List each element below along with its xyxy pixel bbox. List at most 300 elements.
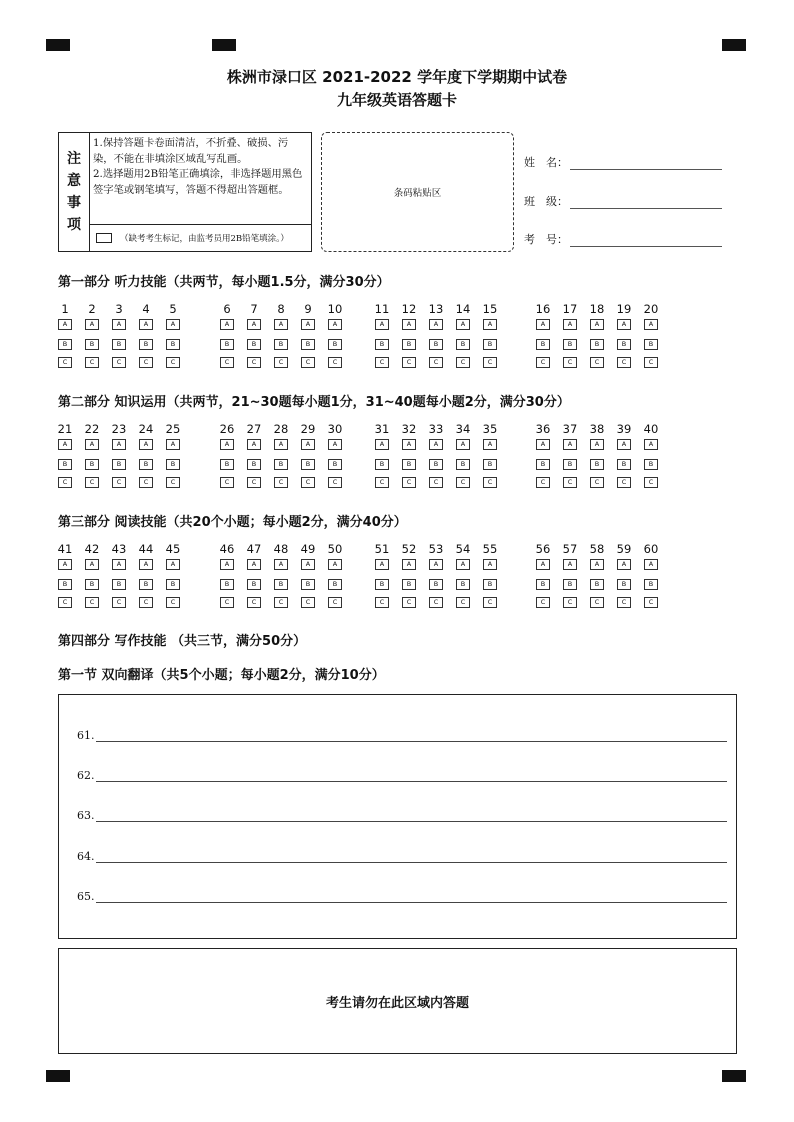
question-number: 29 bbox=[300, 422, 316, 436]
option-c-bubble[interactable]: C bbox=[301, 477, 315, 488]
option-a-bubble[interactable]: A bbox=[112, 319, 126, 330]
option-a-bubble[interactable]: A bbox=[166, 559, 180, 570]
question-number: 53 bbox=[428, 542, 444, 556]
option-b-bubble[interactable]: B bbox=[483, 339, 497, 350]
question-50 bbox=[324, 542, 346, 606]
question-number: 44 bbox=[138, 542, 154, 556]
option-b-bubble[interactable]: B bbox=[328, 579, 342, 590]
option-a-bubble[interactable]: A bbox=[536, 559, 550, 570]
question-38 bbox=[586, 422, 608, 486]
section-part3: 第三部分 阅读技能（共20个小题；每小题2分，满分40分） bbox=[58, 515, 407, 530]
option-b-bubble[interactable]: B bbox=[536, 459, 550, 470]
question-number: 48 bbox=[273, 542, 289, 556]
option-a-bubble[interactable]: A bbox=[328, 319, 342, 330]
question-22 bbox=[81, 422, 103, 486]
option-c-bubble[interactable]: C bbox=[402, 597, 416, 608]
barcode-label: 条码粘贴区 bbox=[393, 188, 442, 199]
question-number: 35 bbox=[482, 422, 498, 436]
question-number: 16 bbox=[535, 302, 551, 316]
option-b-bubble[interactable]: B bbox=[644, 459, 658, 470]
option-a-bubble[interactable]: A bbox=[644, 559, 658, 570]
option-a-bubble[interactable]: A bbox=[274, 559, 288, 570]
option-c-bubble[interactable]: C bbox=[429, 597, 443, 608]
question-19 bbox=[613, 302, 635, 366]
option-c-bubble[interactable]: C bbox=[456, 357, 470, 368]
question-52 bbox=[398, 542, 420, 606]
question-number: 37 bbox=[562, 422, 578, 436]
option-b-bubble[interactable]: B bbox=[166, 579, 180, 590]
option-a-bubble[interactable]: A bbox=[58, 559, 72, 570]
option-b-bubble[interactable]: B bbox=[375, 579, 389, 590]
student-id-row bbox=[524, 231, 722, 247]
option-c-bubble[interactable]: C bbox=[617, 597, 631, 608]
option-c-bubble[interactable]: C bbox=[85, 357, 99, 368]
option-c-bubble[interactable]: C bbox=[301, 597, 315, 608]
question-15 bbox=[479, 302, 501, 366]
question-12 bbox=[398, 302, 420, 366]
option-c-bubble[interactable]: C bbox=[617, 477, 631, 488]
option-c-bubble[interactable]: C bbox=[247, 357, 261, 368]
question-number: 18 bbox=[589, 302, 605, 316]
option-b-bubble[interactable]: B bbox=[536, 579, 550, 590]
option-b-bubble[interactable]: B bbox=[58, 339, 72, 350]
question-number: 5 bbox=[169, 302, 177, 316]
notice-item-2: 2.选择题用2B铅笔正确填涂，非选择题用黑色签字笔或钢笔填写，答题不得超出答题框。 bbox=[93, 168, 303, 196]
question-number: 28 bbox=[273, 422, 289, 436]
option-b-bubble[interactable]: B bbox=[402, 339, 416, 350]
alignment-mark-bottom-left bbox=[46, 1070, 70, 1082]
option-c-bubble[interactable]: C bbox=[536, 477, 550, 488]
question-36 bbox=[532, 422, 554, 486]
option-b-bubble[interactable]: B bbox=[220, 339, 234, 350]
question-number: 58 bbox=[589, 542, 605, 556]
question-43 bbox=[108, 542, 130, 606]
option-a-bubble[interactable]: A bbox=[402, 439, 416, 450]
option-a-bubble[interactable]: A bbox=[85, 439, 99, 450]
option-b-bubble[interactable]: B bbox=[456, 579, 470, 590]
question-number: 14 bbox=[455, 302, 471, 316]
option-a-bubble[interactable]: A bbox=[375, 319, 389, 330]
option-a-bubble[interactable]: A bbox=[220, 439, 234, 450]
option-a-bubble[interactable]: A bbox=[617, 559, 631, 570]
option-c-bubble[interactable]: C bbox=[590, 597, 604, 608]
option-a-bubble[interactable]: A bbox=[58, 439, 72, 450]
option-a-bubble[interactable]: A bbox=[456, 439, 470, 450]
option-a-bubble[interactable]: A bbox=[112, 559, 126, 570]
option-b-bubble[interactable]: B bbox=[274, 339, 288, 350]
option-b-bubble[interactable]: B bbox=[563, 459, 577, 470]
question-number: 30 bbox=[327, 422, 343, 436]
question-3 bbox=[108, 302, 130, 366]
option-c-bubble[interactable]: C bbox=[483, 477, 497, 488]
option-b-bubble[interactable]: B bbox=[590, 579, 604, 590]
class-field[interactable] bbox=[570, 198, 722, 209]
option-a-bubble[interactable]: A bbox=[301, 559, 315, 570]
option-a-bubble[interactable]: A bbox=[274, 439, 288, 450]
option-c-bubble[interactable]: C bbox=[220, 477, 234, 488]
barcode-area bbox=[321, 132, 514, 252]
option-c-bubble[interactable]: C bbox=[375, 597, 389, 608]
question-53 bbox=[425, 542, 447, 606]
option-a-bubble[interactable]: A bbox=[563, 559, 577, 570]
option-b-bubble[interactable]: B bbox=[328, 339, 342, 350]
option-b-bubble[interactable]: B bbox=[112, 579, 126, 590]
option-b-bubble[interactable]: B bbox=[617, 339, 631, 350]
question-number: 20 bbox=[643, 302, 659, 316]
question-number: 4 bbox=[142, 302, 150, 316]
question-number: 40 bbox=[643, 422, 659, 436]
option-c-bubble[interactable]: C bbox=[274, 477, 288, 488]
option-a-bubble[interactable]: A bbox=[375, 439, 389, 450]
question-34 bbox=[452, 422, 474, 486]
option-b-bubble[interactable]: B bbox=[536, 339, 550, 350]
option-a-bubble[interactable]: A bbox=[166, 439, 180, 450]
question-25 bbox=[162, 422, 184, 486]
option-c-bubble[interactable]: C bbox=[139, 357, 153, 368]
question-number: 41 bbox=[57, 542, 73, 556]
option-b-bubble[interactable]: B bbox=[644, 339, 658, 350]
option-c-bubble[interactable]: C bbox=[375, 477, 389, 488]
option-a-bubble[interactable]: A bbox=[166, 319, 180, 330]
option-b-bubble[interactable]: B bbox=[247, 459, 261, 470]
exam-title: 株洲市渌口区 2021-2022 学年度下学期期中试卷 bbox=[226, 68, 568, 86]
alignment-mark-top-left bbox=[46, 39, 70, 51]
option-b-bubble[interactable]: B bbox=[220, 579, 234, 590]
option-a-bubble[interactable]: A bbox=[328, 559, 342, 570]
name-field[interactable] bbox=[570, 159, 722, 170]
option-c-bubble[interactable]: C bbox=[166, 597, 180, 608]
option-c-bubble[interactable]: C bbox=[456, 477, 470, 488]
question-60 bbox=[640, 542, 662, 606]
question-58 bbox=[586, 542, 608, 606]
option-b-bubble[interactable]: B bbox=[402, 579, 416, 590]
translation-answer-box bbox=[58, 694, 737, 939]
option-c-bubble[interactable]: C bbox=[590, 477, 604, 488]
question-26 bbox=[216, 422, 238, 486]
option-c-bubble[interactable]: C bbox=[429, 357, 443, 368]
option-a-bubble[interactable]: A bbox=[617, 439, 631, 450]
option-b-bubble[interactable]: B bbox=[375, 339, 389, 350]
option-c-bubble[interactable]: C bbox=[644, 477, 658, 488]
option-b-bubble[interactable]: B bbox=[429, 339, 443, 350]
option-a-bubble[interactable]: A bbox=[301, 439, 315, 450]
option-b-bubble[interactable]: B bbox=[301, 579, 315, 590]
exam-number-field[interactable] bbox=[570, 236, 722, 247]
option-c-bubble[interactable]: C bbox=[247, 597, 261, 608]
option-b-bubble[interactable]: B bbox=[274, 459, 288, 470]
question-59 bbox=[613, 542, 635, 606]
translation-line-64[interactable]: 64. bbox=[77, 850, 727, 863]
question-13 bbox=[425, 302, 447, 366]
question-51 bbox=[371, 542, 393, 606]
question-32 bbox=[398, 422, 420, 486]
option-a-bubble[interactable]: A bbox=[563, 439, 577, 450]
question-57 bbox=[559, 542, 581, 606]
option-c-bubble[interactable]: C bbox=[536, 597, 550, 608]
question-47 bbox=[243, 542, 265, 606]
absent-checkbox[interactable] bbox=[96, 233, 112, 243]
option-a-bubble[interactable]: A bbox=[220, 319, 234, 330]
option-a-bubble[interactable]: A bbox=[429, 559, 443, 570]
question-16 bbox=[532, 302, 554, 366]
question-number: 26 bbox=[219, 422, 235, 436]
option-c-bubble[interactable]: C bbox=[274, 357, 288, 368]
option-c-bubble[interactable]: C bbox=[456, 597, 470, 608]
question-number: 39 bbox=[616, 422, 632, 436]
question-56 bbox=[532, 542, 554, 606]
option-b-bubble[interactable]: B bbox=[429, 459, 443, 470]
translation-line-62[interactable]: 62. bbox=[77, 769, 727, 782]
option-b-bubble[interactable]: B bbox=[166, 339, 180, 350]
option-c-bubble[interactable]: C bbox=[112, 477, 126, 488]
option-b-bubble[interactable]: B bbox=[301, 339, 315, 350]
class-label: 班 级： bbox=[524, 195, 568, 208]
option-a-bubble[interactable]: A bbox=[139, 559, 153, 570]
question-number: 56 bbox=[535, 542, 551, 556]
option-c-bubble[interactable]: C bbox=[563, 357, 577, 368]
option-a-bubble[interactable]: A bbox=[429, 439, 443, 450]
option-c-bubble[interactable]: C bbox=[328, 477, 342, 488]
question-number: 57 bbox=[562, 542, 578, 556]
option-b-bubble[interactable]: B bbox=[58, 459, 72, 470]
option-b-bubble[interactable]: B bbox=[166, 459, 180, 470]
option-a-bubble[interactable]: A bbox=[139, 439, 153, 450]
notice-item-1: 1.保持答题卡卷面清洁，不折叠、破损、污染，不能在非填涂区域乱写乱画。 bbox=[93, 137, 289, 165]
no-answer-zone-label: 考生请勿在此区域内答题 bbox=[325, 995, 469, 1011]
option-c-bubble[interactable]: C bbox=[590, 357, 604, 368]
option-c-bubble[interactable]: C bbox=[139, 477, 153, 488]
option-c-bubble[interactable]: C bbox=[644, 597, 658, 608]
option-b-bubble[interactable]: B bbox=[247, 579, 261, 590]
option-c-bubble[interactable]: C bbox=[563, 597, 577, 608]
translation-line-63[interactable]: 63. bbox=[77, 809, 727, 822]
question-number: 24 bbox=[138, 422, 154, 436]
option-c-bubble[interactable]: C bbox=[112, 357, 126, 368]
option-a-bubble[interactable]: A bbox=[402, 559, 416, 570]
absent-note: （缺考考生标记，由监考员用2B铅笔填涂。） bbox=[120, 233, 289, 244]
option-a-bubble[interactable]: A bbox=[536, 439, 550, 450]
option-c-bubble[interactable]: C bbox=[375, 357, 389, 368]
option-b-bubble[interactable]: B bbox=[85, 579, 99, 590]
option-b-bubble[interactable]: B bbox=[563, 579, 577, 590]
option-a-bubble[interactable]: A bbox=[617, 319, 631, 330]
question-1 bbox=[54, 302, 76, 366]
option-a-bubble[interactable]: A bbox=[590, 319, 604, 330]
question-27 bbox=[243, 422, 265, 486]
option-a-bubble[interactable]: A bbox=[429, 319, 443, 330]
exam-number-label: 考 号： bbox=[524, 233, 568, 246]
question-number: 43 bbox=[111, 542, 127, 556]
question-number: 25 bbox=[165, 422, 181, 436]
option-b-bubble[interactable]: B bbox=[247, 339, 261, 350]
option-a-bubble[interactable]: A bbox=[85, 559, 99, 570]
section-part1: 第一部分 听力技能（共两节，每小题1.5分，满分30分） bbox=[58, 275, 390, 290]
question-number: 59 bbox=[616, 542, 632, 556]
translation-line-61[interactable]: 61. bbox=[77, 729, 727, 742]
option-b-bubble[interactable]: B bbox=[112, 339, 126, 350]
option-a-bubble[interactable]: A bbox=[328, 439, 342, 450]
option-a-bubble[interactable]: A bbox=[590, 439, 604, 450]
option-b-bubble[interactable]: B bbox=[112, 459, 126, 470]
question-23 bbox=[108, 422, 130, 486]
option-c-bubble[interactable]: C bbox=[402, 357, 416, 368]
option-b-bubble[interactable]: B bbox=[483, 459, 497, 470]
notice-label: 注 意 事 项 bbox=[59, 133, 90, 251]
option-c-bubble[interactable]: C bbox=[301, 357, 315, 368]
option-b-bubble[interactable]: B bbox=[429, 579, 443, 590]
option-c-bubble[interactable]: C bbox=[274, 597, 288, 608]
question-55 bbox=[479, 542, 501, 606]
option-b-bubble[interactable]: B bbox=[139, 459, 153, 470]
alignment-mark-top-right bbox=[722, 39, 746, 51]
question-49 bbox=[297, 542, 319, 606]
question-number: 47 bbox=[246, 542, 262, 556]
question-20 bbox=[640, 302, 662, 366]
option-a-bubble[interactable]: A bbox=[85, 319, 99, 330]
option-c-bubble[interactable]: C bbox=[328, 357, 342, 368]
question-33 bbox=[425, 422, 447, 486]
question-number: 32 bbox=[401, 422, 417, 436]
option-a-bubble[interactable]: A bbox=[247, 439, 261, 450]
option-b-bubble[interactable]: B bbox=[274, 579, 288, 590]
option-b-bubble[interactable]: B bbox=[402, 459, 416, 470]
option-a-bubble[interactable]: A bbox=[456, 319, 470, 330]
option-c-bubble[interactable]: C bbox=[328, 597, 342, 608]
question-number: 52 bbox=[401, 542, 417, 556]
option-b-bubble[interactable]: B bbox=[563, 339, 577, 350]
option-a-bubble[interactable]: A bbox=[139, 319, 153, 330]
option-c-bubble[interactable]: C bbox=[58, 477, 72, 488]
question-number: 21 bbox=[57, 422, 73, 436]
option-c-bubble[interactable]: C bbox=[563, 477, 577, 488]
option-c-bubble[interactable]: C bbox=[85, 597, 99, 608]
option-c-bubble[interactable]: C bbox=[220, 357, 234, 368]
alignment-mark-top-center bbox=[212, 39, 236, 51]
option-a-bubble[interactable]: A bbox=[644, 439, 658, 450]
option-c-bubble[interactable]: C bbox=[536, 357, 550, 368]
option-b-bubble[interactable]: B bbox=[644, 579, 658, 590]
option-a-bubble[interactable]: A bbox=[58, 319, 72, 330]
option-b-bubble[interactable]: B bbox=[220, 459, 234, 470]
option-a-bubble[interactable]: A bbox=[301, 319, 315, 330]
option-b-bubble[interactable]: B bbox=[301, 459, 315, 470]
question-42 bbox=[81, 542, 103, 606]
option-c-bubble[interactable]: C bbox=[112, 597, 126, 608]
option-b-bubble[interactable]: B bbox=[456, 459, 470, 470]
question-number: 23 bbox=[111, 422, 127, 436]
translation-line-65[interactable]: 65. bbox=[77, 890, 727, 903]
option-c-bubble[interactable]: C bbox=[166, 477, 180, 488]
option-a-bubble[interactable]: A bbox=[536, 319, 550, 330]
question-10 bbox=[324, 302, 346, 366]
question-17 bbox=[559, 302, 581, 366]
question-number: 9 bbox=[304, 302, 312, 316]
question-31 bbox=[371, 422, 393, 486]
question-41 bbox=[54, 542, 76, 606]
option-a-bubble[interactable]: A bbox=[220, 559, 234, 570]
option-c-bubble[interactable]: C bbox=[139, 597, 153, 608]
question-21 bbox=[54, 422, 76, 486]
question-8 bbox=[270, 302, 292, 366]
option-b-bubble[interactable]: B bbox=[617, 579, 631, 590]
question-number: 17 bbox=[562, 302, 578, 316]
option-c-bubble[interactable]: C bbox=[220, 597, 234, 608]
option-b-bubble[interactable]: B bbox=[139, 579, 153, 590]
question-number: 50 bbox=[327, 542, 343, 556]
option-c-bubble[interactable]: C bbox=[58, 597, 72, 608]
option-a-bubble[interactable]: A bbox=[274, 319, 288, 330]
option-a-bubble[interactable]: A bbox=[590, 559, 604, 570]
question-7 bbox=[243, 302, 265, 366]
option-a-bubble[interactable]: A bbox=[402, 319, 416, 330]
question-number: 49 bbox=[300, 542, 316, 556]
question-number: 13 bbox=[428, 302, 444, 316]
option-b-bubble[interactable]: B bbox=[139, 339, 153, 350]
option-a-bubble[interactable]: A bbox=[112, 439, 126, 450]
section-part4: 第四部分 写作技能 （共三节，满分50分） bbox=[58, 634, 307, 649]
option-a-bubble[interactable]: A bbox=[563, 319, 577, 330]
option-a-bubble[interactable]: A bbox=[644, 319, 658, 330]
question-number: 1 bbox=[61, 302, 69, 316]
option-a-bubble[interactable]: A bbox=[247, 559, 261, 570]
option-b-bubble[interactable]: B bbox=[85, 459, 99, 470]
option-a-bubble[interactable]: A bbox=[483, 439, 497, 450]
option-a-bubble[interactable]: A bbox=[375, 559, 389, 570]
question-number: 10 bbox=[327, 302, 343, 316]
question-number: 19 bbox=[616, 302, 632, 316]
question-45 bbox=[162, 542, 184, 606]
question-6 bbox=[216, 302, 238, 366]
option-b-bubble[interactable]: B bbox=[375, 459, 389, 470]
option-c-bubble[interactable]: C bbox=[85, 477, 99, 488]
option-c-bubble[interactable]: C bbox=[644, 357, 658, 368]
question-number: 45 bbox=[165, 542, 181, 556]
notice-body bbox=[89, 133, 311, 225]
no-answer-zone bbox=[58, 948, 737, 1054]
question-11 bbox=[371, 302, 393, 366]
option-a-bubble[interactable]: A bbox=[456, 559, 470, 570]
question-number: 3 bbox=[115, 302, 123, 316]
option-b-bubble[interactable]: B bbox=[328, 459, 342, 470]
question-30 bbox=[324, 422, 346, 486]
option-a-bubble[interactable]: A bbox=[483, 559, 497, 570]
option-b-bubble[interactable]: B bbox=[483, 579, 497, 590]
question-46 bbox=[216, 542, 238, 606]
question-29 bbox=[297, 422, 319, 486]
option-c-bubble[interactable]: C bbox=[429, 477, 443, 488]
option-b-bubble[interactable]: B bbox=[456, 339, 470, 350]
option-a-bubble[interactable]: A bbox=[247, 319, 261, 330]
student-name-row bbox=[524, 154, 722, 170]
option-a-bubble[interactable]: A bbox=[483, 319, 497, 330]
option-b-bubble[interactable]: B bbox=[58, 579, 72, 590]
option-c-bubble[interactable]: C bbox=[617, 357, 631, 368]
question-4 bbox=[135, 302, 157, 366]
option-c-bubble[interactable]: C bbox=[247, 477, 261, 488]
question-54 bbox=[452, 542, 474, 606]
option-c-bubble[interactable]: C bbox=[58, 357, 72, 368]
option-b-bubble[interactable]: B bbox=[617, 459, 631, 470]
option-c-bubble[interactable]: C bbox=[483, 357, 497, 368]
option-b-bubble[interactable]: B bbox=[590, 459, 604, 470]
option-c-bubble[interactable]: C bbox=[402, 477, 416, 488]
option-c-bubble[interactable]: C bbox=[166, 357, 180, 368]
option-b-bubble[interactable]: B bbox=[85, 339, 99, 350]
section-part4-translation: 第一节 双向翻译（共5个小题；每小题2分，满分10分） bbox=[58, 668, 385, 683]
question-24 bbox=[135, 422, 157, 486]
option-b-bubble[interactable]: B bbox=[590, 339, 604, 350]
option-c-bubble[interactable]: C bbox=[483, 597, 497, 608]
